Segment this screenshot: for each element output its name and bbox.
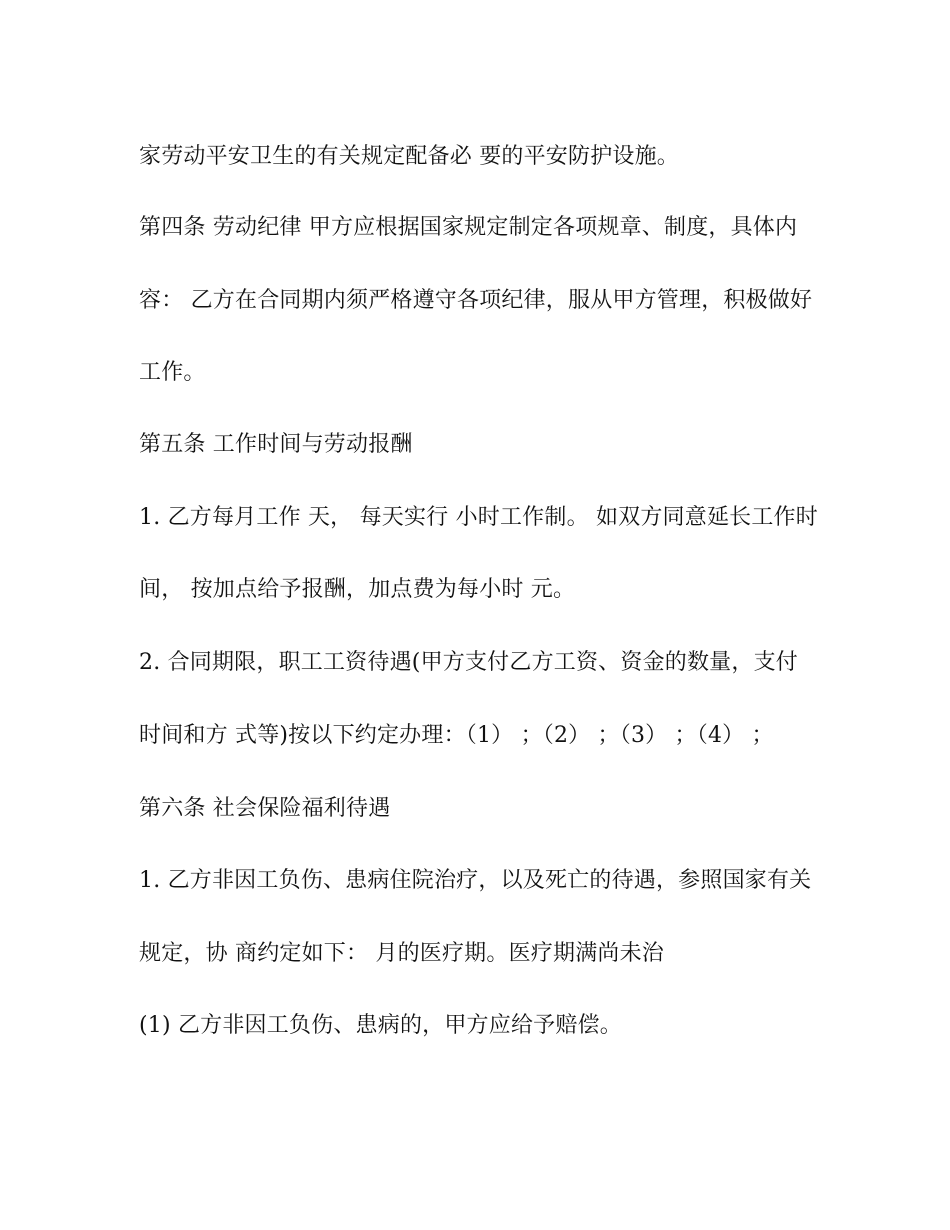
- text-line-8: 2. 合同期限，职工工资待遇(甲方支付乙方工资、资金的数量，支付: [139, 650, 798, 675]
- text-line-13: (1) 乙方非因工负伤、患病的，甲方应给予赔偿。: [139, 1013, 622, 1038]
- text-line-6: 1. 乙方每月工作 天， 每天实行 小时工作制。 如双方同意延长工作时: [139, 505, 818, 530]
- section-heading-5: 第五条 工作时间与劳动报酬: [139, 432, 413, 457]
- text-line-4: 工作。: [139, 360, 206, 385]
- text-line-1: 家劳动平安卫生的有关规定配备必 要的平安防护设施。: [139, 144, 679, 169]
- section-heading-6: 第六条 社会保险福利待遇: [139, 796, 391, 821]
- text-line-3: 容： 乙方在合同期内须严格遵守各项纪律，服从甲方管理，积极做好: [139, 288, 813, 313]
- text-line-9: 时间和方 式等)按以下约定办理：（1） ；（2） ；（3） ；（4） ；: [139, 723, 774, 748]
- text-line-7: 间， 按加点给予报酬，加点费为每小时 元。: [139, 577, 576, 602]
- text-line-2: 第四条 劳动纪律 甲方应根据国家规定制定各项规章、制度，具体内: [139, 215, 798, 240]
- text-line-11: 1. 乙方非因工负伤、患病住院治疗，以及死亡的待遇，参照国家有关: [139, 868, 812, 893]
- text-line-12: 规定，协 商约定如下： 月的医疗期。医疗期满尚未治: [139, 941, 664, 966]
